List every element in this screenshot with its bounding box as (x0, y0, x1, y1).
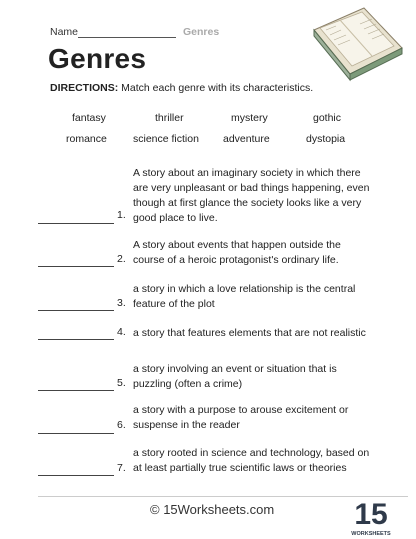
answer-blank[interactable] (38, 433, 114, 434)
name-label: Name (50, 26, 79, 38)
item-number: 3. (117, 297, 126, 309)
directions-text: Match each genre with its characteristics. (118, 82, 314, 94)
copyright-text: © 15Worksheets.com (150, 502, 275, 517)
word-bank-item: adventure (223, 133, 270, 145)
item-description: A story about an imaginary society in which there are very unpleasant or bad things happening, even though at first glance the society looks like a very good place to live. (133, 167, 370, 224)
answer-blank[interactable] (38, 266, 114, 267)
item-description: a story rooted in science and technology, based on at least partially true scientific laws or theories (133, 447, 370, 474)
open-book-icon (306, 4, 406, 82)
answer-blank[interactable] (38, 339, 114, 340)
15worksheets-logo-icon (350, 496, 392, 538)
item-number: 5. (117, 377, 126, 389)
item-number: 1. (117, 209, 126, 221)
answer-blank[interactable] (38, 310, 114, 311)
topic-label: Genres (183, 26, 220, 38)
answer-blank[interactable] (38, 475, 114, 476)
item-description: A story about events that happen outside the course of a heroic protagonist's ordinary life. (133, 239, 341, 266)
directions (50, 82, 313, 94)
name-field-line[interactable] (78, 37, 176, 38)
word-bank-item: gothic (313, 112, 342, 124)
directions-label: DIRECTIONS: (50, 82, 119, 94)
item-number: 2. (117, 253, 126, 265)
logo-number: 15 (354, 498, 388, 531)
word-bank-item: science fiction (133, 133, 199, 145)
word-bank-item: dystopia (306, 133, 346, 145)
item-number: 6. (117, 419, 126, 431)
page-title: Genres (48, 43, 147, 74)
word-bank-item: romance (66, 133, 107, 145)
word-bank-item: mystery (231, 112, 268, 124)
item-description: a story in which a love relationship is the central feature of the plot (133, 283, 356, 310)
answer-blank[interactable] (38, 390, 114, 391)
word-bank-item: thriller (155, 112, 184, 124)
item-number: 4. (117, 326, 126, 338)
item-number: 7. (117, 462, 126, 474)
word-bank-item: fantasy (72, 112, 106, 124)
item-description: a story involving an event or situation that is puzzling (often a crime) (133, 363, 337, 390)
item-description: a story with a purpose to arouse excitement or suspense in the reader (133, 404, 349, 431)
item-description: a story that features elements that are not realistic (133, 327, 366, 339)
logo-text: WORKSHEETS (351, 531, 391, 537)
answer-blank[interactable] (38, 223, 114, 224)
